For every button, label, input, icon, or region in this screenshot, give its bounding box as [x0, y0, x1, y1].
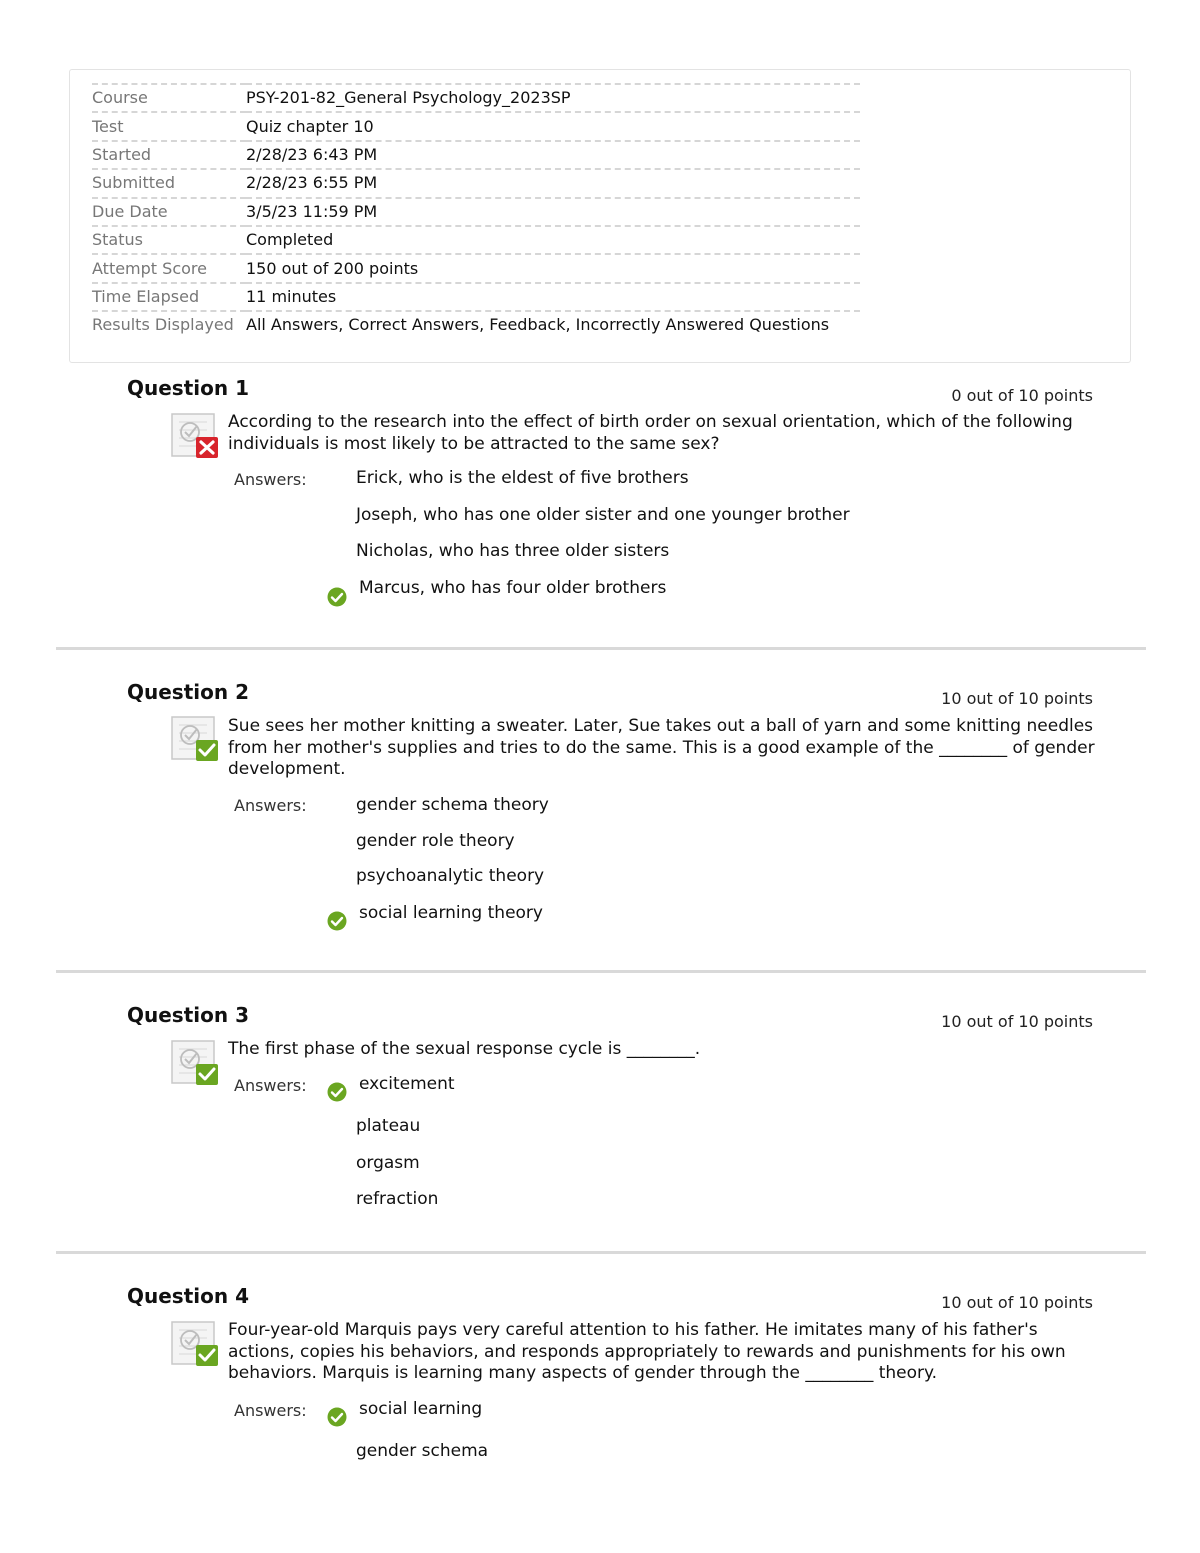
summary-value: 2/28/23 6:43 PM [246, 141, 860, 169]
summary-value: Quiz chapter 10 [246, 112, 860, 140]
question-correct-icon [170, 713, 220, 763]
summary-value: All Answers, Correct Answers, Feedback, Incorrectly Answered Questions [246, 311, 860, 338]
question-points: 10 out of 10 points [941, 1293, 1093, 1312]
summary-row-submitted [92, 169, 860, 197]
summary-value: 3/5/23 11:59 PM [246, 198, 860, 226]
summary-label: Course [92, 84, 246, 112]
answer-option: gender schema [356, 1441, 489, 1461]
question-correct-icon [170, 1037, 220, 1087]
answer-option-correct: Marcus, who has four older brothers [359, 578, 667, 598]
question-divider [56, 1251, 1146, 1254]
answer-option: refraction [356, 1189, 439, 1209]
question-title: Question 4 [127, 1284, 249, 1308]
question-title: Question 2 [127, 680, 249, 704]
question-title: Question 3 [127, 1003, 249, 1027]
answers-label: Answers: [234, 796, 307, 815]
question-title: Question 1 [127, 376, 249, 400]
summary-value: Completed [246, 226, 860, 254]
correct-answer-check-icon [327, 587, 347, 607]
answer-option-correct: social learning theory [359, 903, 543, 923]
question-divider [56, 970, 1146, 973]
answer-option: orgasm [356, 1153, 420, 1173]
summary-label: Started [92, 141, 246, 169]
answer-option-correct: excitement [359, 1074, 455, 1094]
summary-label: Time Elapsed [92, 283, 246, 311]
answer-option: gender schema theory [356, 795, 549, 815]
answer-option: Erick, who is the eldest of five brothers [356, 468, 689, 488]
summary-label: Status [92, 226, 246, 254]
question-correct-icon [170, 1318, 220, 1368]
correct-answer-check-icon [327, 1082, 347, 1102]
summary-value: 11 minutes [246, 283, 860, 311]
answer-option: plateau [356, 1116, 421, 1136]
summary-row-due-date [92, 198, 860, 226]
question-text: Four-year-old Marquis pays very careful attention to his father. He imitates many of his father's actions, copies his behaviors, and responds appropriately to rewards and punishments for his own behaviors. Marquis is learning many aspects of gender through the ________ theory. [228, 1320, 1066, 1383]
question-text: The first phase of the sexual response cycle is ________. [228, 1039, 701, 1059]
answers-label: Answers: [234, 1076, 307, 1095]
answer-option-correct: social learning [359, 1399, 483, 1419]
question-text: According to the research into the effect of birth order on sexual orientation, which of the following individuals is most likely to be attracted to the same sex? [228, 412, 1073, 454]
summary-label: Due Date [92, 198, 246, 226]
summary-row-results-displayed [92, 311, 860, 338]
question-incorrect-icon [170, 410, 220, 460]
answer-option: Joseph, who has one older sister and one younger brother [356, 505, 850, 525]
answer-option: psychoanalytic theory [356, 866, 545, 886]
summary-row-started [92, 141, 860, 169]
summary-value: PSY-201-82_General Psychology_2023SP [246, 84, 860, 112]
question-points: 0 out of 10 points [951, 386, 1093, 405]
summary-row-time-elapsed [92, 283, 860, 311]
summary-row-attempt-score [92, 254, 860, 282]
summary-row-course [92, 84, 860, 112]
summary-label: Submitted [92, 169, 246, 197]
correct-answer-check-icon [327, 1407, 347, 1427]
question-divider [56, 647, 1146, 650]
summary-value: 2/28/23 6:55 PM [246, 169, 860, 197]
answer-option: Nicholas, who has three older sisters [356, 541, 670, 561]
answer-option: gender role theory [356, 831, 515, 851]
question-points: 10 out of 10 points [941, 1012, 1093, 1031]
summary-label: Test [92, 112, 246, 140]
question-text: Sue sees her mother knitting a sweater. Later, Sue takes out a ball of yarn and some knitting needles from her mother's supplies and tries to do the same. This is a good example of the ________ of gender development. [228, 716, 1095, 779]
summary-row-status [92, 226, 860, 254]
question-points: 10 out of 10 points [941, 689, 1093, 708]
summary-label: Attempt Score [92, 254, 246, 282]
answers-label: Answers: [234, 470, 307, 489]
attempt-summary-panel [69, 69, 1131, 363]
summary-row-test [92, 112, 860, 140]
summary-value: 150 out of 200 points [246, 254, 860, 282]
answers-label: Answers: [234, 1401, 307, 1420]
correct-answer-check-icon [327, 911, 347, 931]
attempt-summary-table [92, 83, 860, 339]
summary-label: Results Displayed [92, 311, 246, 338]
